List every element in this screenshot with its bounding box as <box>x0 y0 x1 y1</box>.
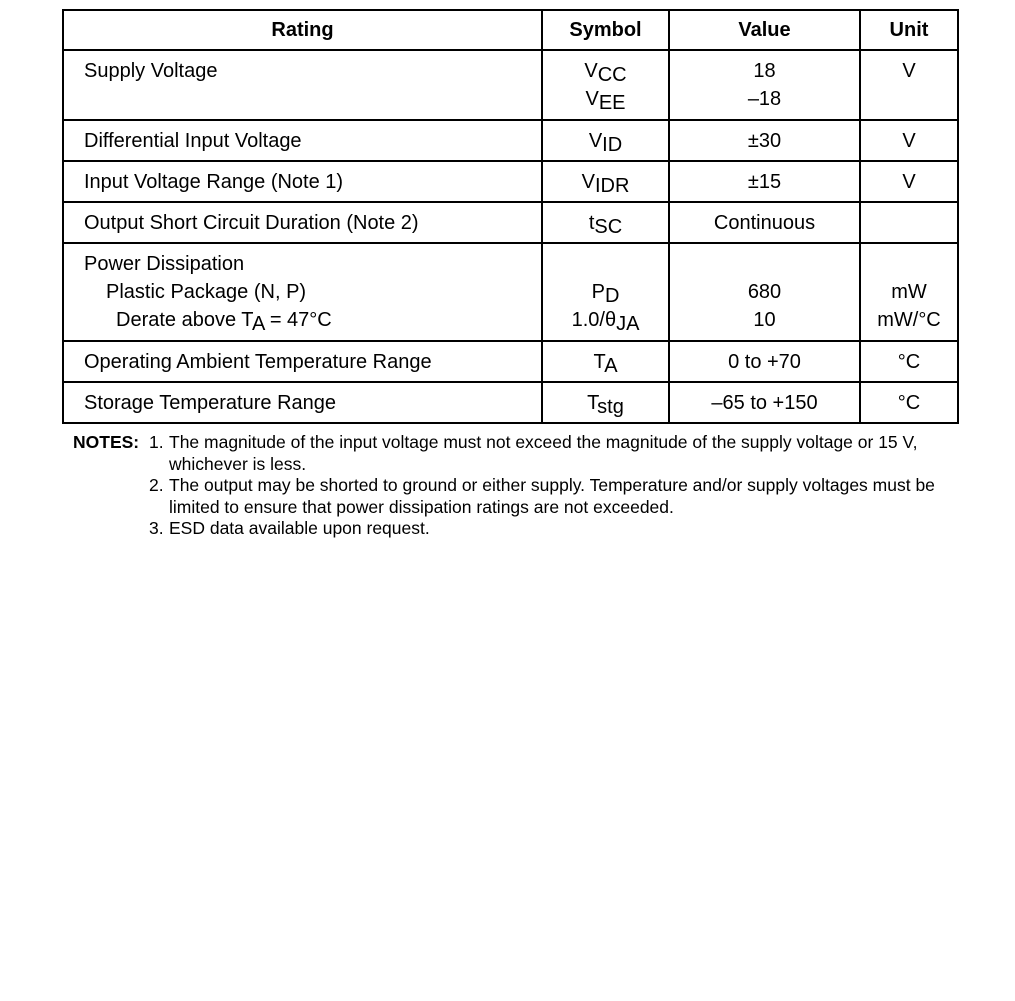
note-number: 3. <box>149 518 164 538</box>
rating-cell <box>63 161 542 202</box>
symbol-vid: VID <box>588 130 623 156</box>
unit-cell <box>860 382 958 423</box>
symbol-cell <box>542 341 669 382</box>
value-text: 0 to +70 <box>728 351 801 373</box>
rating-title: Power Dissipation <box>84 253 245 275</box>
table-header-row <box>63 10 958 50</box>
unit-text <box>861 209 957 237</box>
value-text: ±15 <box>747 171 782 193</box>
symbol-cell <box>542 161 669 202</box>
value-derate: 10 <box>753 309 776 331</box>
unit-cell <box>860 202 958 243</box>
symbol-cell <box>542 202 669 243</box>
unit-cell <box>860 50 958 120</box>
value-cell <box>669 50 860 120</box>
unit-text: V <box>902 130 916 152</box>
rating-text: Output Short Circuit Duration (Note 2) <box>84 212 419 234</box>
value-cell <box>669 202 860 243</box>
value-cell <box>669 243 860 341</box>
symbol-cell <box>542 382 669 423</box>
value-cell <box>669 341 860 382</box>
table-row-operating-temperature <box>63 341 958 382</box>
rating-cell <box>63 50 542 120</box>
value-vee: –18 <box>747 88 782 110</box>
unit-text: °C <box>897 392 921 414</box>
rating-text: Differential Input Voltage <box>84 130 302 152</box>
notes-label: NOTES: <box>73 432 140 452</box>
note-text: The output may be shorted to ground or either supply. Temperature and/or supply voltages must be limited to ensure that power dissipation ratings are not exceeded. <box>169 475 935 517</box>
note-text: ESD data available upon request. <box>169 518 430 538</box>
symbol-pd: PD <box>591 281 620 307</box>
table-row-supply-voltage <box>63 50 958 120</box>
rating-cell <box>63 243 542 341</box>
unit-cell <box>860 161 958 202</box>
value-pd: 680 <box>747 281 782 303</box>
rating-subline-derate: Derate above TA = 47°C <box>116 309 332 335</box>
unit-cell <box>860 243 958 341</box>
rating-cell <box>63 382 542 423</box>
table-row-output-short-circuit-duration <box>63 202 958 243</box>
value-cell <box>669 120 860 161</box>
table-row-input-voltage-range <box>63 161 958 202</box>
value-cell <box>669 382 860 423</box>
rating-text: Supply Voltage <box>84 60 218 82</box>
symbol-vee: VEE <box>585 88 626 114</box>
value-cell <box>669 161 860 202</box>
rating-cell <box>63 120 542 161</box>
rating-cell <box>63 341 542 382</box>
maximum-ratings-table <box>62 9 959 424</box>
unit-cell <box>860 341 958 382</box>
header-symbol: Symbol <box>542 10 669 50</box>
symbol-cell <box>542 120 669 161</box>
symbol-cell <box>542 243 669 341</box>
symbol-tsc: tSC <box>588 212 623 238</box>
unit-derate: mW/°C <box>877 309 941 331</box>
rating-cell <box>63 202 542 243</box>
value-text: Continuous <box>713 212 816 234</box>
rating-text: Input Voltage Range (Note 1) <box>84 171 344 193</box>
unit-pd: mW <box>891 281 927 303</box>
note-number: 1. <box>149 432 164 452</box>
header-unit: Unit <box>860 10 958 50</box>
unit-cell <box>860 120 958 161</box>
unit-text: °C <box>897 351 921 373</box>
rating-text: Storage Temperature Range <box>84 392 337 414</box>
rating-subline-package: Plastic Package (N, P) <box>106 281 307 303</box>
note-3 <box>149 518 949 540</box>
table-row-storage-temperature <box>63 382 958 423</box>
unit-text: V <box>902 60 916 82</box>
unit-text: V <box>902 171 916 193</box>
table-row-power-dissipation <box>63 243 958 341</box>
note-number: 2. <box>149 475 164 495</box>
symbol-vcc: VCC <box>584 60 627 86</box>
note-1 <box>149 432 949 475</box>
header-value: Value <box>669 10 860 50</box>
value-text: ±30 <box>747 130 782 152</box>
value-vcc: 18 <box>753 60 776 82</box>
note-text: The magnitude of the input voltage must not exceed the magnitude of the supply voltage or 15 V, whichever is less. <box>169 432 918 474</box>
symbol-theta-ja: 1.0/θJA <box>571 309 640 335</box>
symbol-ta: TA <box>593 351 618 377</box>
symbol-cell <box>542 50 669 120</box>
note-2 <box>149 475 949 518</box>
table-row-differential-input-voltage <box>63 120 958 161</box>
value-text: –65 to +150 <box>711 392 818 414</box>
rating-text: Operating Ambient Temperature Range <box>84 351 432 373</box>
symbol-tstg: Tstg <box>587 392 624 418</box>
header-rating: Rating <box>63 10 542 50</box>
symbol-vidr: VIDR <box>581 171 630 197</box>
